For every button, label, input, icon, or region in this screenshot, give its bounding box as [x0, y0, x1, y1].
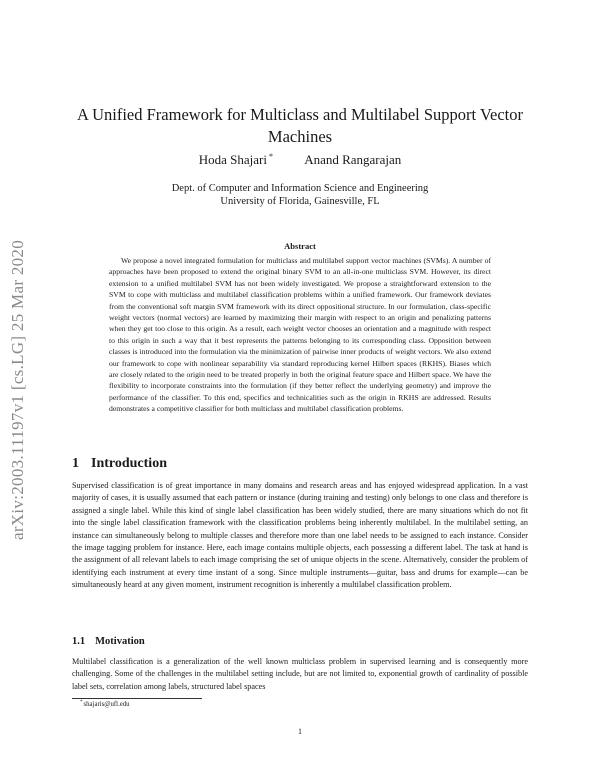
footnote-marker: * [80, 700, 83, 705]
affiliation-line-2: University of Florida, Gainesville, FL [220, 196, 380, 207]
subsection-title: Motivation [95, 636, 145, 647]
section-number: 1 [72, 456, 79, 471]
author-1 [199, 152, 273, 168]
author-name: Anand Rangarajan [304, 152, 402, 167]
paper-title: A Unified Framework for Multiclass and Multilabel Support Vector Machines [76, 105, 524, 146]
arxiv-identifier-stamp: arXiv:2003.11197v1 [cs.LG] 25 Mar 2020 [8, 239, 27, 540]
author-footnote-marker: * [268, 152, 273, 161]
author-list [60, 152, 540, 168]
author-name: Hoda Shajari [198, 152, 267, 167]
affiliation [60, 182, 540, 208]
abstract-text: We propose a novel integrated formulation for multiclass and multilabel support vector machines (SVMs). A number of approaches have been proposed to extend the original binary SVM to an all-in-one multiclass SVM. However, its direct extension to a unified multilabel SVM has not been widely investigated. We propose a straightforward extension to the SVM to cope with multiclass and multilabel classification problems within a unified framework. Our framework deviates from the conventional soft margin SVM framework with its direct oppositional structure. In our formulation, class-specific weight vectors (normal vectors) are learned by maximizing their margin with respect to an origin and penalizing patterns when they get too close to this origin. As a result, each weight vector chooses an orientation and a magnitude with respect to this origin in such a way that it best represents the patterns belonging to its corresponding class. Opposition between classes is introduced into the formulation via the minimization of pairwise inner products of weight vectors. We also extend our framework to cope with nonlinear separability via standard reproducing kernel Hilbert spaces (RKHS). Biases which are closely related to the origin need to be treated properly in both the original feature space and Hilbert space. We have the flexibility to incorporate constraints into the formulation (if they better reflect the underlying geometry) and improve the performance of the classifier. To this end, specifics and technicalities such as the origin in RKHS are addressed. Results demonstrates a competitive classifier for both multiclass and multilabel classification problems. [109, 256, 491, 414]
footnote-divider [72, 698, 202, 699]
author-2 [304, 152, 401, 168]
section-heading-introduction [72, 456, 167, 472]
abstract-heading: Abstract [284, 241, 316, 251]
affiliation-line-1: Dept. of Computer and Information Science and Engineering [171, 183, 429, 194]
footnote-email: shajaris@ufl.edu [83, 701, 130, 708]
section-title: Introduction [91, 456, 167, 471]
subsection-heading-motivation [72, 636, 145, 647]
footnote [80, 700, 130, 708]
motivation-paragraph: Multilabel classification is a generalization of the well known multiclass problem in supervised learning and is consequently more challenging. Some of the challenges in the multilabel setting include, but are not limited to, exponential growth of cardinality of possible label sets, correlation among labels, structured label spaces [72, 657, 528, 691]
subsection-number: 1.1 [72, 636, 86, 647]
introduction-paragraph: Supervised classification is of great importance in many domains and research areas and has enjoyed widespread application. In a vast majority of cases, it is usually assumed that each pattern or instance (during training and testing) only belongs to one class and therefore is assigned a single label. While this kind of single label classification has been widely studied, there are many situations which do not fit into the single label classification framework with the classification problems being inherently multilabel. In the multilabel setting, an instance can simultaneously belong to multiple classes and therefore more than one label needs to be assigned to each instance. Consider the image tagging problem for instance. Here, each image contains multiple objects, each possessing a different label. The task at hand is the assignment of all relevant labels to each image comprising the set of unique objects in the scene. Alternatively, consider the problem of identifying each instrument at every time instant of a song. Since multiple instruments—guitar, bass and drums for example—can be simultaneously heard at any given moment, instrument recognition is inherently a multilabel classification problem. [72, 481, 528, 590]
page-number: 1 [298, 727, 302, 736]
